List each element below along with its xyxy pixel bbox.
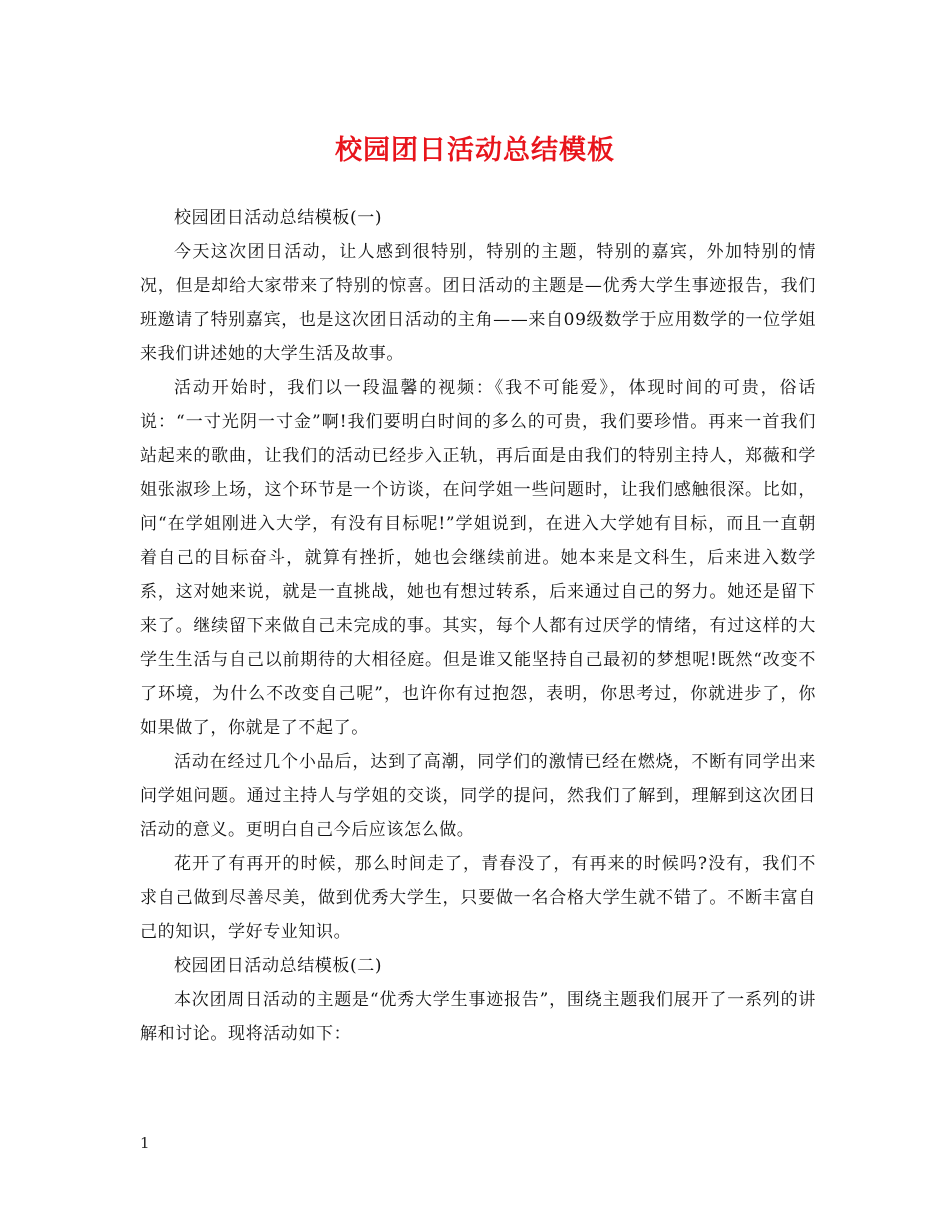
document-body bbox=[140, 201, 816, 1051]
page-number: 1 bbox=[140, 1134, 150, 1152]
paragraph: 花开了有再开的时候，那么时间走了，青春没了，有再来的时候吗?没有，我们不求自己做到尽善尽美，做到优秀大学生，只要做一名合格大学生就不错了。不断丰富自己的知识，学好专业知识。 bbox=[140, 854, 816, 942]
paragraph: 本次团周日活动的主题是“优秀大学生事迹报告”，围绕主题我们展开了一系列的讲解和讨论。现将活动如下： bbox=[140, 990, 816, 1044]
section-heading-1: 校园团日活动总结模板(一) bbox=[174, 208, 383, 228]
paragraph: 活动在经过几个小品后，达到了高潮，同学们的激情已经在燃烧，不断有同学出来问学姐问题。通过主持人与学姐的交谈，同学的提问，然我们了解到，理解到这次团日活动的意义。更明白自己今后应该怎么做。 bbox=[140, 752, 816, 840]
document-title: 校园团日活动总结模板 bbox=[335, 135, 615, 166]
paragraph: 今天这次团日活动，让人感到很特别，特别的主题，特别的嘉宾，外加特别的情况，但是却给大家带来了特别的惊喜。团日活动的主题是—优秀大学生事迹报告，我们班邀请了特别嘉宾，也是这次团日活动的主角——来自09级数学于应用数学的一位学姐来我们讲述她的大学生活及故事。 bbox=[140, 242, 816, 364]
paragraph: 活动开始时，我们以一段温馨的视频：《我不可能爱》，体现时间的可贵，俗话说：“一寸光阴一寸金”啊!我们要明白时间的多么的可贵，我们要珍惜。再来一首我们站起来的歌曲，让我们的活动已经步入正轨，再后面是由我们的特别主持人，郑薇和学姐张淑珍上场，这个环节是一个访谈，在问学姐一些问题时，让我们感触很深。比如，问“在学姐刚进入大学，有没有目标呢!”学姐说到，在进入大学她有目标，而且一直朝着自己的目标奋斗，就算有挫折，她也会继续前进。她本来是文科生，后来进入数学系，这对她来说，就是一直挑战，她也有想过转系，后来通过自己的努力。她还是留下来了。继续留下来做自己未完成的事。其实，每个人都有过厌学的情绪，有过这样的大学生生活与自己以前期待的大相径庭。但是谁又能坚持自己最初的梦想呢!既然“改变不了环境，为什么不改变自己呢”，也许你有过抱怨，表明，你思考过，你就进步了，你如果做了，你就是了不起了。 bbox=[140, 378, 816, 738]
section-heading-2: 校园团日活动总结模板(二) bbox=[174, 956, 383, 976]
